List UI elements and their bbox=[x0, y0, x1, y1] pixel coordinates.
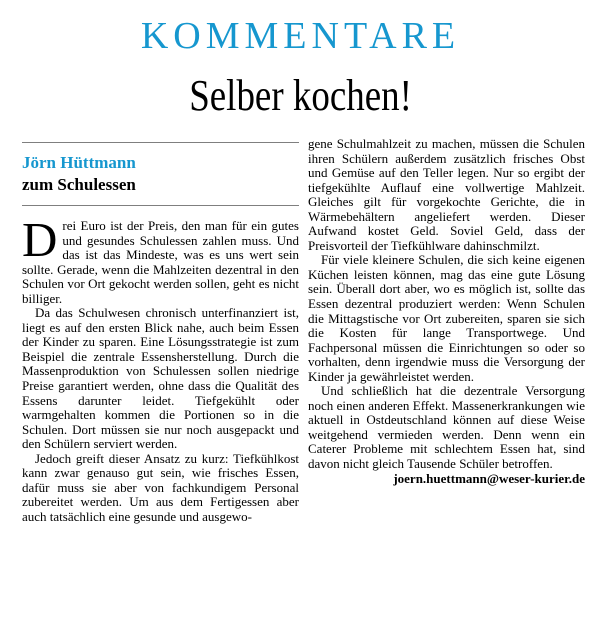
column-left bbox=[22, 130, 299, 524]
paragraph: Für viele kleinere Schulen, die sich keine eigenen Küchen leisten können, mag das eine gute Lösung sein. Überall dort aber, wo es möglich ist, sollte das Essen dezentral produziert werden: Wenn Schulen die Mittagstische vor Ort zubereiten, sparen sie sich die Kosten für lange Transportwege. Und Fachpersonal müssen die Einrichtungen so oder so vorhalten, denn irgendwie muss die Versorgung der Kinder ja gewährleistet werden. bbox=[308, 252, 585, 384]
byline-rule-bottom bbox=[22, 205, 299, 206]
byline-rule-top bbox=[22, 142, 299, 143]
author-email: joern.huettmann@weser-kurier.de bbox=[393, 470, 585, 486]
paragraph-continuation: gene Schulmahlzeit zu machen, müssen die Schulen ihren Schülern außerdem zusätzlich frisches Obst und Gemüse auf den Teller legen. Nur so ergibt der tiefgekühlte Auflauf eine vollwertige Mahlzeit. Gleiches gilt für vorgekochte Gerichte, die in Wärmebehältern angeliefert werden. Dieser Aufwand kostet Geld. Soviel Geld, dass der Preisvorteil der Tiefkühlware dahinschmilzt. bbox=[308, 136, 585, 253]
paragraph-lead bbox=[22, 212, 299, 306]
article-body-left bbox=[22, 212, 299, 524]
drop-cap: D bbox=[22, 212, 58, 267]
headline-row bbox=[0, 72, 601, 120]
byline-topic: zum Schulessen bbox=[22, 175, 136, 194]
paragraph: Jedoch greift dieser Ansatz zu kurz: Tiefkühlkost kann zwar genauso gut sein, wie frisches Essen, dafür muss sie aber von fachkundigem Personal zubereitet werden. Um aus dem Fertigessen aber auch tatsächlich eine gesunde und ausgewo- bbox=[22, 450, 299, 524]
article-headline: Selber kochen! bbox=[189, 71, 412, 120]
paragraph-lead-text: rei Euro ist der Preis, den man für ein gutes und gesundes Schulessen zahlen muss. Und das ist das Mindeste, was es uns wert sein sollte. Gerade, wenn die Mahlzeiten dezentral in den Schulen vor Ort gekocht werden sollen, geht es nicht billiger. bbox=[22, 218, 299, 306]
paragraph: Da das Schulwesen chronisch unterfinanziert ist, liegt es auf den ersten Blick nahe, auch beim Essen der Kinder zu sparen. Eine Lösungsstrategie ist zum Beispiel die zentrale Essensherstellung. Durch die Massenproduktion von Schulessen sollen niedrige Preise garantiert werden, ohne dass die Qualität des Essens darunter leidet. Tiefgekühlt oder warmgehalten kommen die Portionen so in die Schulen. Dort müssen sie nur noch ausgepackt und den Schülern serviert werden. bbox=[22, 305, 299, 452]
article-body-right bbox=[308, 130, 585, 486]
column-right bbox=[308, 130, 585, 486]
paragraph: Und schließlich hat die dezentrale Versorgung noch einen anderen Effekt. Massenerkrankungen wie aktuell in Ostdeutschland können auf diese Weise weitgehend vermieden werden. Denn wenn ein Caterer Probleme mit schlechtem Essen hat, sind davon nicht gleich Tausende Schüler betroffen. bbox=[308, 383, 585, 472]
byline-author: Jörn Hüttmann bbox=[22, 153, 136, 172]
section-kicker: KOMMENTARE bbox=[140, 15, 461, 57]
